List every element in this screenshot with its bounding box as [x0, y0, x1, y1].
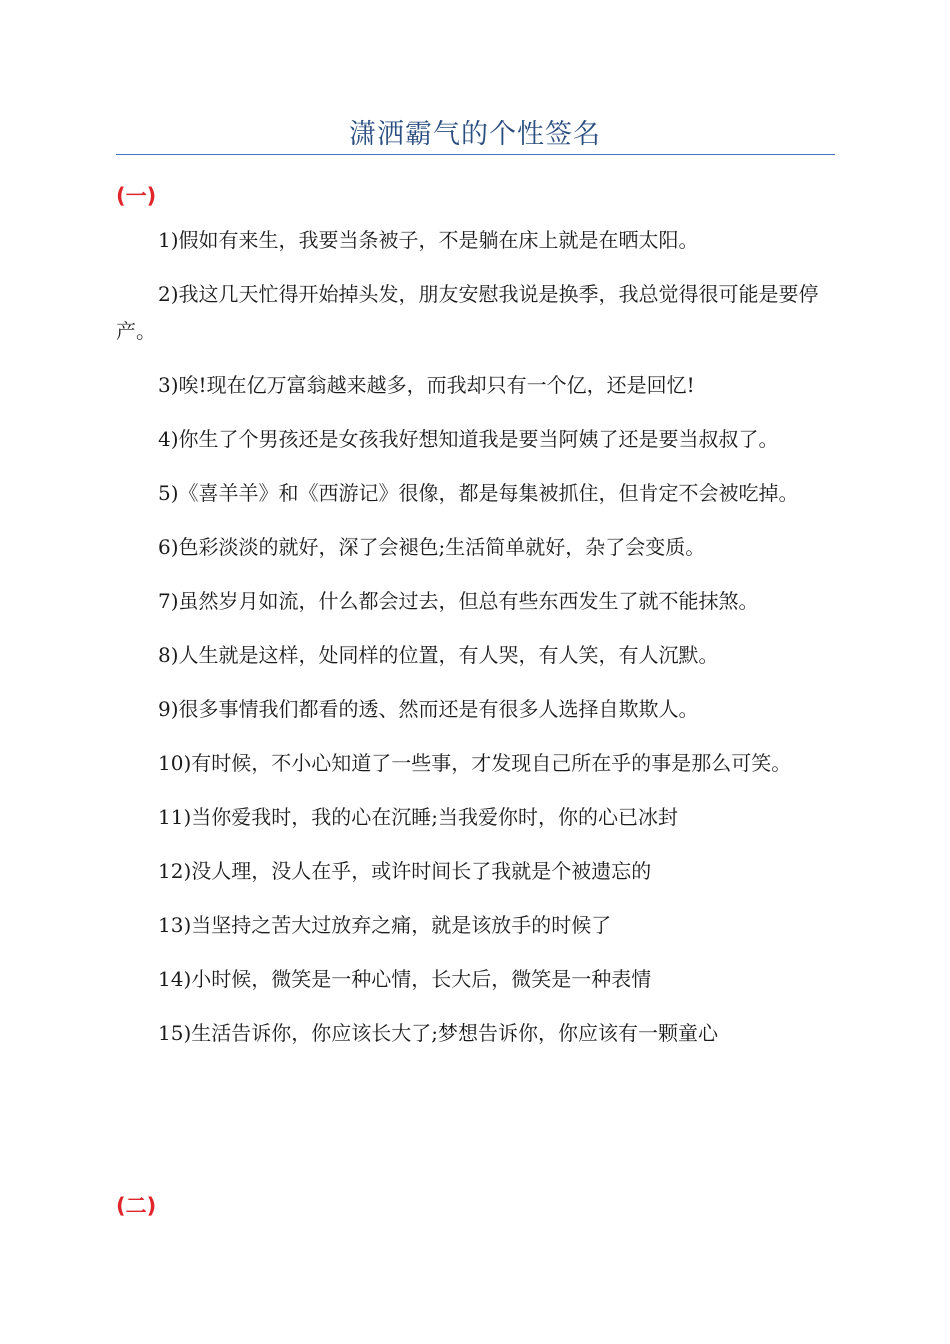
list-item: 5)《喜羊羊》和《西游记》很像，都是每集被抓住，但肯定不会被吃掉。	[158, 481, 799, 505]
section-heading-1: (一)	[116, 184, 157, 208]
list-item: 12)没人理，没人在乎，或许时间长了我就是个被遗忘的	[158, 859, 652, 883]
list-item: 13)当坚持之苦大过放弃之痛，就是该放手的时候了	[158, 913, 612, 937]
title-divider	[116, 154, 835, 155]
list-item: 1)假如有来生，我要当条被子，不是躺在床上就是在晒太阳。	[158, 228, 699, 252]
page-title: 潇洒霸气的个性签名	[349, 119, 601, 150]
list-item: 7)虽然岁月如流，什么都会过去，但总有些东西发生了就不能抹煞。	[158, 589, 759, 613]
list-item: 8)人生就是这样，处同样的位置，有人哭，有人笑，有人沉默。	[158, 643, 719, 667]
list-item: 9)很多事情我们都看的透、然而还是有很多人选择自欺欺人。	[158, 697, 699, 721]
list-item: 10)有时候，不小心知道了一些事，才发现自己所在乎的事是那么可笑。	[158, 751, 792, 775]
list-item: 3)唉!现在亿万富翁越来越多，而我却只有一个亿，还是回忆!	[158, 373, 695, 397]
section-heading-2: (二)	[116, 1194, 157, 1218]
list-item: 11)当你爱我时，我的心在沉睡;当我爱你时，你的心已冰封	[158, 805, 678, 829]
list-item: 4)你生了个男孩还是女孩我好想知道我是要当阿姨了还是要当叔叔了。	[158, 427, 779, 451]
list-item: 2)我这几天忙得开始掉头发，朋友安慰我说是换季，我总觉得很可能是要停产。	[116, 282, 819, 343]
list-item: 6)色彩淡淡的就好，深了会褪色;生活简单就好，杂了会变质。	[158, 535, 706, 559]
list-item: 14)小时候，微笑是一种心情，长大后，微笑是一种表情	[158, 967, 652, 991]
list-item: 15)生活告诉你，你应该长大了;梦想告诉你，你应该有一颗童心	[158, 1021, 718, 1045]
signature-list	[116, 222, 835, 1069]
